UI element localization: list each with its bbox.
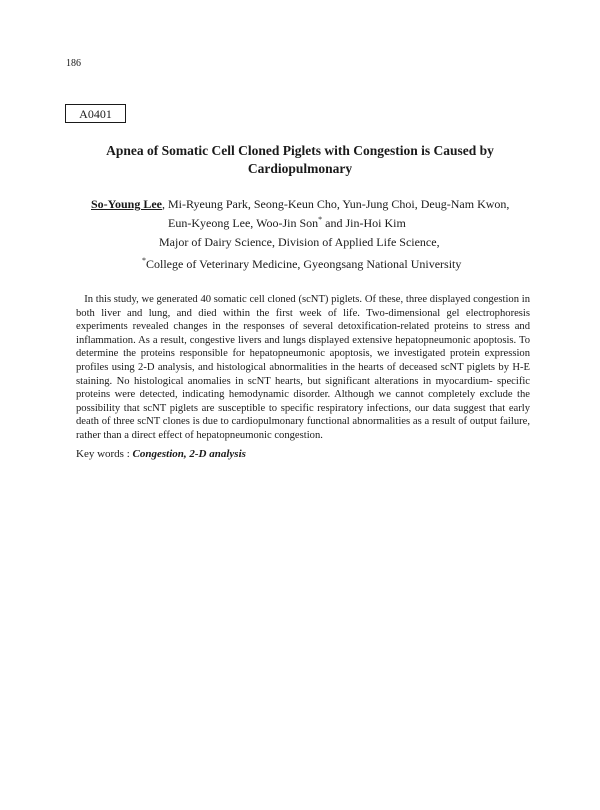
author-affiliation-mark: *	[318, 215, 323, 224]
abstract-body	[76, 293, 530, 443]
page-number: 186	[66, 58, 81, 69]
paper-title: Apnea of Somatic Cell Cloned Piglets with Congestion is Caused by Cardiopulmonary	[106, 143, 494, 176]
affiliation-primary: Major of Dairy Science, Division of Applied Life Science,	[159, 235, 440, 249]
author-line-1-rest: , Mi-Ryeung Park, Seong-Keun Cho, Yun-Jung Choi, Deug-Nam Kwon,	[162, 197, 510, 211]
affiliation-secondary-text: College of Veterinary Medicine, Gyeongsang National University	[146, 257, 462, 271]
affiliation-mark: *	[142, 256, 146, 265]
abstract-text: In this study, we generated 40 somatic cell cloned (scNT) piglets. Of these, three displayed congestion in both liver and lung, and died within the first week of life. Two-dimensional gel electrophoresis experiments revealed changes in the responses of several detoxification-related proteins to stress and inflammation. As a result, congestive livers and lungs displayed extensive hepatopneumonic apoptosis. To determine the proteins responsible for hepatopneumonic apoptosis, we investigated protein expression profiles using 2-D analysis, and histological abnormalities in the hearts of deceased scNT piglets by H-E staining. No histological anomalies in scNT hearts, but significant alterations in myocardium- specific proteins were detected, indicating hemodynamic disorder. Although we cannot completely exclude the possibility that scNT piglets are susceptible to specific respiratory infections, our data suggest that early death of three scNT clones is due to cardiopulmonary functional abnormalities as a result of output failure, rather than a direct effect of hepatopneumonic congestion.	[76, 294, 530, 441]
affiliation-secondary	[142, 257, 461, 272]
abstract-code-box: A0401	[65, 104, 126, 123]
keywords-terms: Congestion, 2-D analysis	[132, 448, 246, 460]
presenting-author: So-Young Lee	[91, 197, 163, 211]
keywords-label: Key words :	[76, 448, 133, 460]
author-line-2	[168, 214, 406, 233]
author-line-2-start: Eun-Kyeong Lee, Woo-Jin Son	[168, 216, 319, 230]
author-line-2-end: and Jin-Hoi Kim	[322, 216, 406, 230]
author-line-1	[91, 195, 509, 214]
keywords	[76, 448, 246, 460]
